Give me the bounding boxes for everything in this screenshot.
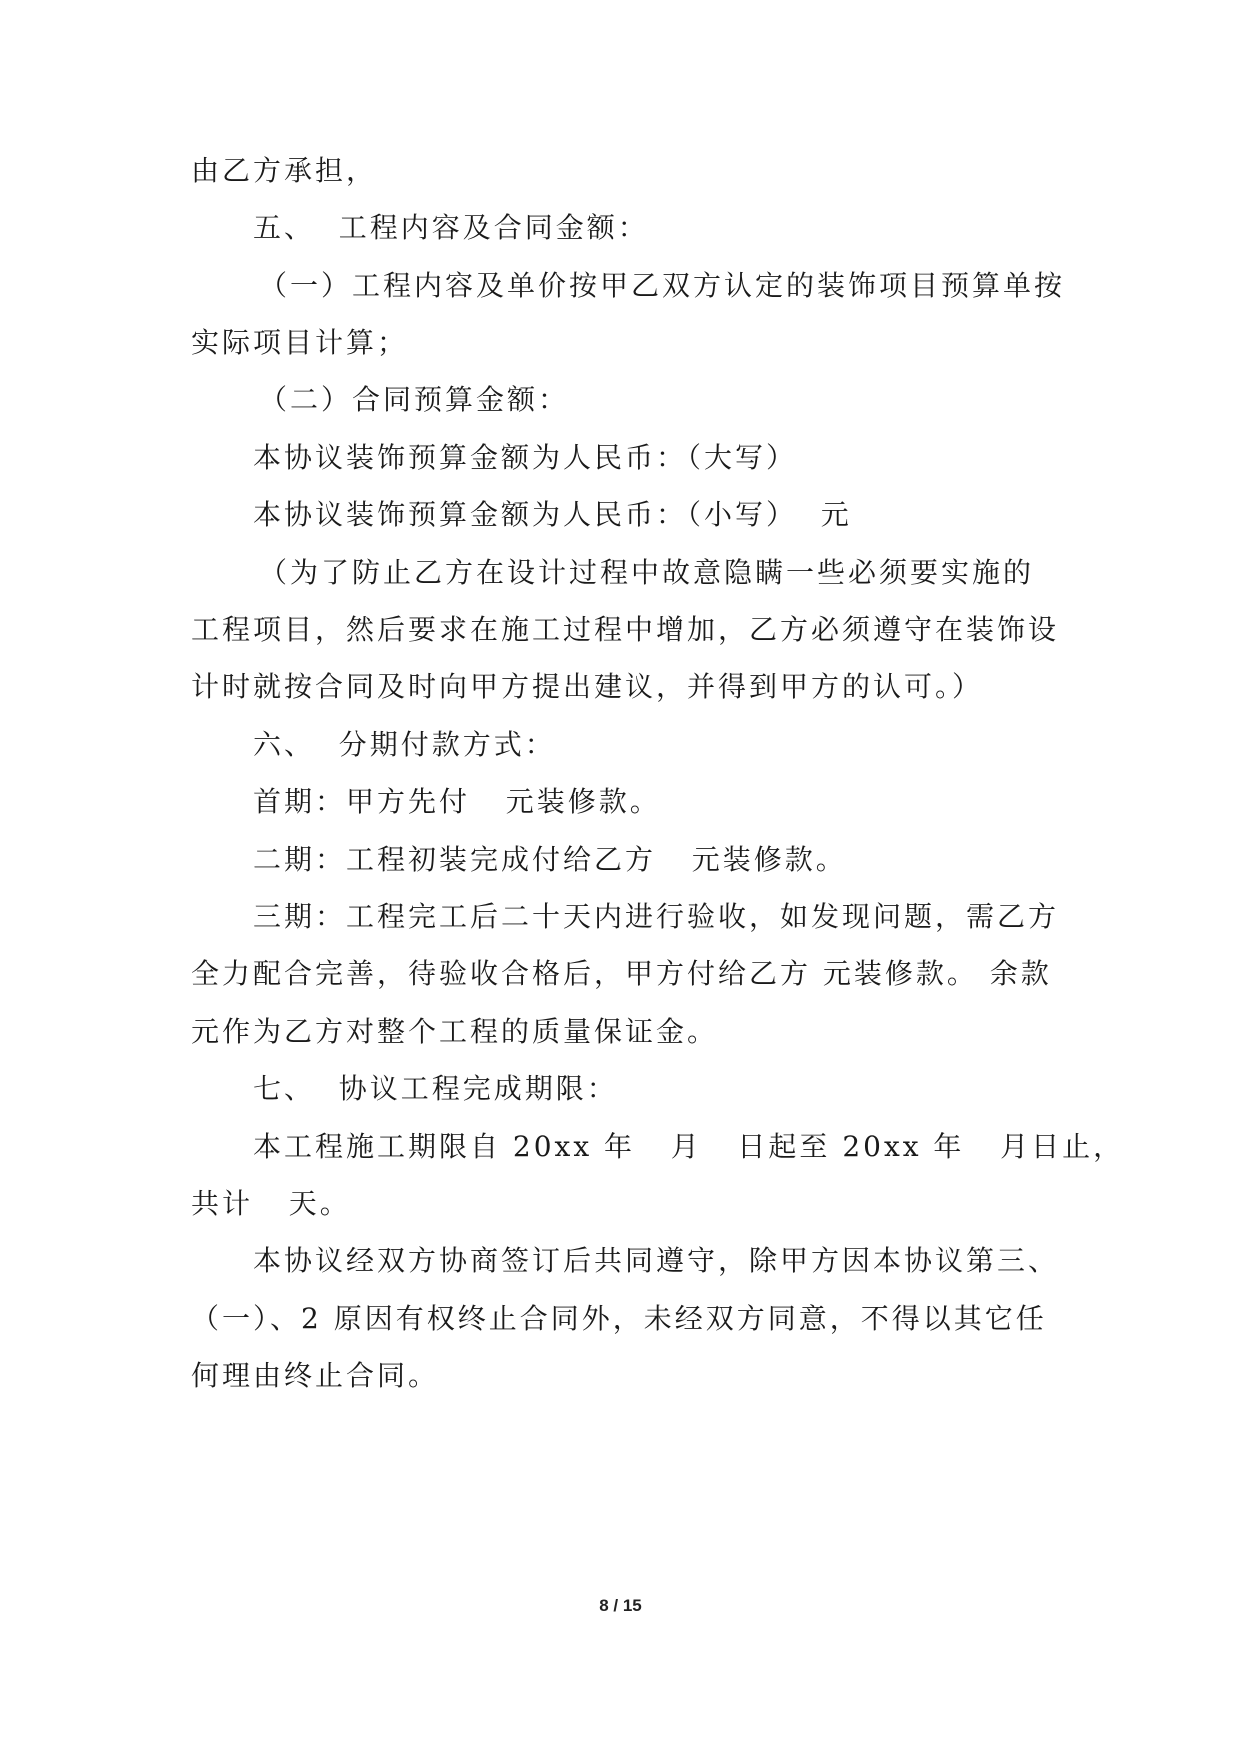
- text-line: （二）合同预算金额：: [259, 383, 570, 416]
- text-line: 本协议经双方协商签订后共同遵守，除甲方因本协议第三、: [253, 1244, 1060, 1277]
- text-line: 本工程施工期限自 20xx 年 月 日起至 20xx 年 月日止，: [253, 1130, 1125, 1163]
- text-line: 二期：工程初装完成付给乙方 元装修款。: [253, 843, 847, 876]
- text-line: 本协议装饰预算金额为人民币：（小写） 元: [253, 498, 852, 531]
- text-line: 首期：甲方先付 元装修款。: [253, 785, 661, 818]
- section-heading: 六、 分期付款方式：: [253, 728, 556, 761]
- text-line: 本协议装饰预算金额为人民币：（大写）: [253, 441, 798, 474]
- text-line: （为了防止乙方在设计过程中故意隐瞒一些必须要实施的: [259, 556, 1035, 589]
- page-number: 8 / 15: [599, 1596, 642, 1615]
- text-line: （一）、2 原因有权终止合同外，未经双方同意，不得以其它任: [191, 1302, 1047, 1335]
- text-line: 三期：工程完工后二十天内进行验收，如发现问题，需乙方: [253, 900, 1060, 933]
- text-line: 共计 天。: [191, 1187, 351, 1220]
- section-heading: 五、 工程内容及合同金额：: [253, 211, 649, 244]
- text-line: 计时就按合同及时向甲方提出建议，并得到甲方的认可。）: [191, 670, 984, 703]
- text-line: 元作为乙方对整个工程的质量保证金。: [191, 1015, 719, 1048]
- text-line: 由乙方承担，: [191, 154, 378, 187]
- text-line: （一）工程内容及单价按甲乙双方认定的装饰项目预算单按: [259, 269, 1066, 302]
- text-line: 工程项目，然后要求在施工过程中增加，乙方必须遵守在装饰设: [191, 613, 1060, 646]
- text-line: 全力配合完善，待验收合格后，甲方付给乙方 元装修款。 余款: [191, 957, 1052, 990]
- text-line: 何理由终止合同。: [191, 1359, 440, 1392]
- text-line: 实际项目计算；: [191, 326, 409, 359]
- section-heading: 七、 协议工程完成期限：: [253, 1072, 618, 1105]
